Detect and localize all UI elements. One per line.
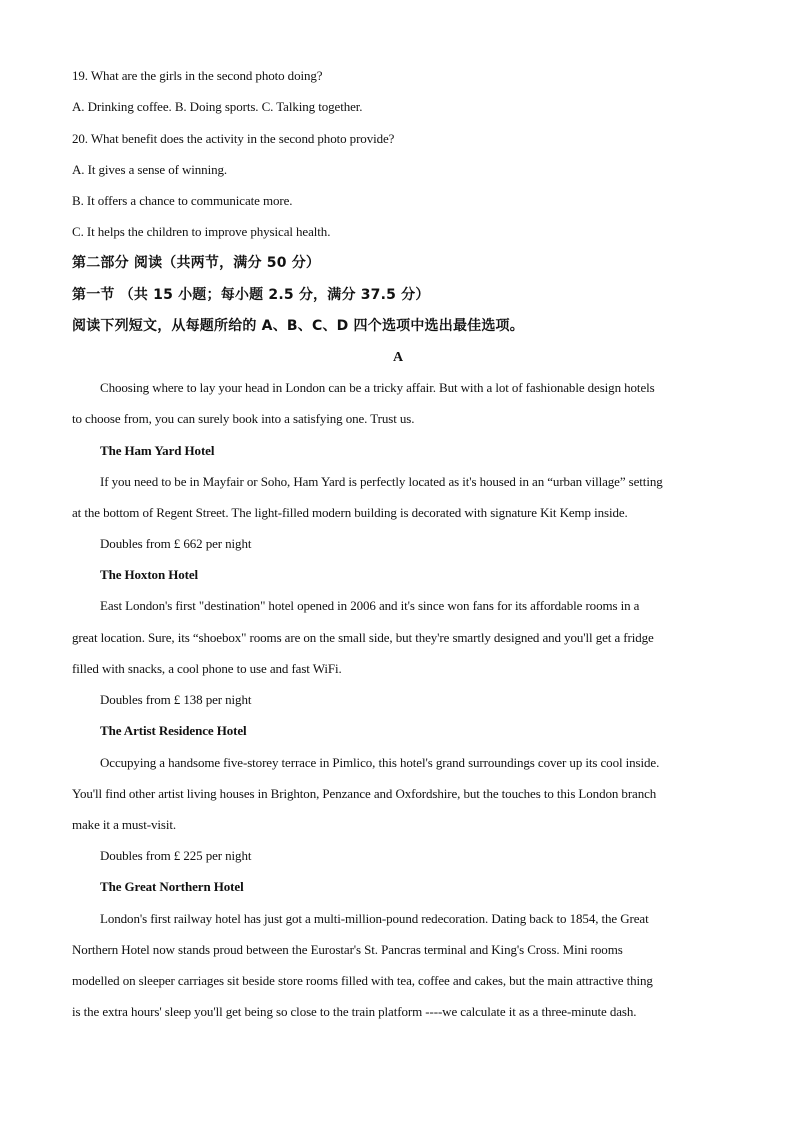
hotel-description-line: Northern Hotel now stands proud between the Eurostar's St. Pancras terminal and King's Cross. Mini rooms	[72, 942, 623, 957]
part-title: 第二部分 阅读（共两节，满分 50 分）	[72, 255, 321, 271]
question-20-option-b: B. It offers a chance to communicate more.	[72, 193, 293, 208]
question-19-options: A. Drinking coffee. B. Doing sports. C. Talking together.	[72, 99, 363, 114]
passage-intro-line: to choose from, you can surely book into a satisfying one. Trust us.	[72, 411, 415, 426]
hotel-description-line: If you need to be in Mayfair or Soho, Ham Yard is perfectly located as it's housed in an “urban village” setting	[100, 474, 663, 489]
hotel-price-hoxton: Doubles from £ 138 per night	[100, 692, 252, 707]
question-20-stem: 20. What benefit does the activity in the second photo provide?	[72, 131, 395, 146]
hotel-name-artist-residence: The Artist Residence Hotel	[100, 723, 247, 738]
question-20-option-c: C. It helps the children to improve physical health.	[72, 224, 331, 239]
hotel-price-ham-yard: Doubles from £ 662 per night	[100, 536, 252, 551]
hotel-description-line: Occupying a handsome five-storey terrace in Pimlico, this hotel's grand surroundings cover up its cool inside.	[100, 755, 660, 770]
hotel-description-line: is the extra hours' sleep you'll get being so close to the train platform ----we calculate it as a three-minute dash.	[72, 1004, 637, 1019]
hotel-name-ham-yard: The Ham Yard Hotel	[100, 443, 215, 458]
hotel-name-hoxton: The Hoxton Hotel	[100, 567, 199, 582]
hotel-description-line: modelled on sleeper carriages sit beside store rooms filled with tea, coffee and cakes, but the main attractive thing	[72, 973, 653, 988]
hotel-description-line: You'll find other artist living houses in Brighton, Penzance and Oxfordshire, but the touches to this London branch	[72, 786, 657, 801]
question-19-stem: 19. What are the girls in the second photo doing?	[72, 68, 323, 83]
sub-section-title: 第一节 （共 15 小题；每小题 2.5 分，满分 37.5 分）	[72, 287, 430, 303]
hotel-description-line: filled with snacks, a cool phone to use and fast WiFi.	[72, 661, 342, 676]
reading-instruction: 阅读下列短文，从每题所给的 A、B、C、D 四个选项中选出最佳选项。	[72, 318, 524, 334]
hotel-description-line: London's first railway hotel has just got a multi-million-pound redecoration. Dating back to 1854, the Great	[100, 911, 649, 926]
hotel-description-line: at the bottom of Regent Street. The light-filled modern building is decorated with signature Kit Kemp inside.	[72, 505, 628, 520]
hotel-description-line: East London's first "destination" hotel opened in 2006 and it's since won fans for its affordable rooms in a	[100, 598, 640, 613]
hotel-price-artist-residence: Doubles from £ 225 per night	[100, 848, 252, 863]
passage-label: A	[392, 350, 401, 365]
hotel-description-line: great location. Sure, its “shoebox" rooms are on the small side, but they're smartly designed and you'll get a fridge	[72, 630, 654, 645]
hotel-description-line: make it a must-visit.	[72, 817, 177, 832]
hotel-name-great-northern: The Great Northern Hotel	[100, 879, 244, 894]
question-20-option-a: A. It gives a sense of winning.	[72, 162, 228, 177]
passage-intro-line: Choosing where to lay your head in London can be a tricky affair. But with a lot of fashionable design hotels	[100, 380, 655, 395]
